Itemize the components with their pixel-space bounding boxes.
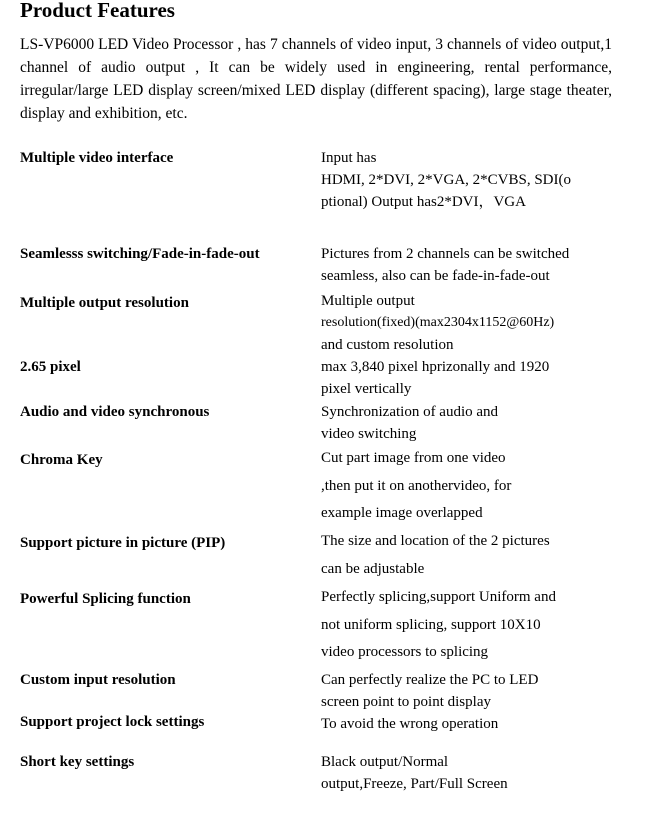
feature-description [321, 243, 621, 287]
feature-label: Short key settings [20, 754, 135, 770]
feature-line: seamless, also can be fade-in-fade-out [321, 268, 550, 284]
feature-description [321, 401, 621, 445]
feature-line: Synchronization of audio and [321, 404, 499, 420]
feature-label: Multiple output resolution [20, 295, 189, 311]
feature-line: and custom resolution [321, 337, 454, 353]
feature-label: Support project lock settings [20, 714, 205, 730]
feature-description [321, 751, 621, 795]
feature-label: Custom input resolution [20, 672, 176, 688]
feature-line: Pictures from 2 channels can be switched [321, 246, 570, 262]
feature-line: output,Freeze, Part/Full Screen [321, 776, 508, 792]
feature-line: HDMI, 2*DVI, 2*VGA, 2*CVBS, SDI(o [321, 172, 572, 188]
feature-line: video processors to splicing [321, 644, 489, 660]
feature-line: Multiple output [321, 293, 415, 309]
feature-label: Seamlesss switching/Fade-in-fade-out [20, 246, 260, 262]
feature-line: Input has [321, 150, 377, 166]
feature-line: Perfectly splicing,support Uniform and [321, 589, 556, 605]
feature-line: Black output/Normal [321, 754, 449, 770]
feature-label: Audio and video synchronous [20, 404, 210, 420]
feature-line: The size and location of the 2 pictures [321, 533, 550, 549]
feature-line: ptional) Output has2*DVI，VGA [321, 194, 526, 210]
feature-line: example image overlapped [321, 505, 483, 521]
feature-description [321, 584, 621, 667]
feature-label: Support picture in picture (PIP) [20, 535, 226, 551]
feature-line: Cut part image from one video [321, 450, 506, 466]
page-title: Product Features [20, 0, 175, 22]
feature-description [321, 713, 621, 735]
feature-description [321, 147, 621, 213]
intro-paragraph: LS-VP6000 LED Video Processor , has 7 channels of video input, 3 channels of video output,1 channel of audio output , It can be widely used in engineering, rental performance, irregular/large LED display screen/mixed LED display (different spacing), large stage theater, display and exhibition, etc. [20, 36, 612, 122]
feature-line: Can perfectly realize the PC to LED [321, 672, 539, 688]
feature-description [321, 669, 621, 713]
feature-label: 2.65 pixel [20, 359, 81, 375]
feature-description [321, 445, 621, 528]
feature-description [321, 528, 621, 583]
feature-line: pixel vertically [321, 381, 412, 397]
feature-label: Powerful Splicing function [20, 591, 191, 607]
feature-line: resolution(fixed)(max2304x1152@60Hz) [321, 315, 555, 330]
feature-description [321, 290, 621, 356]
feature-line: not uniform splicing, support 10X10 [321, 616, 541, 633]
feature-line: screen point to point display [321, 694, 491, 710]
feature-line: can be adjustable [321, 560, 425, 577]
feature-label: Chroma Key [20, 452, 103, 468]
feature-line: To avoid the wrong operation [321, 716, 499, 732]
feature-line: video switching [321, 426, 417, 442]
feature-line: max 3,840 pixel hprizonally and 1920 [321, 359, 550, 375]
feature-line: ,then put it on anothervideo, for [321, 477, 512, 494]
feature-description [321, 356, 621, 400]
feature-label: Multiple video interface [20, 150, 174, 166]
